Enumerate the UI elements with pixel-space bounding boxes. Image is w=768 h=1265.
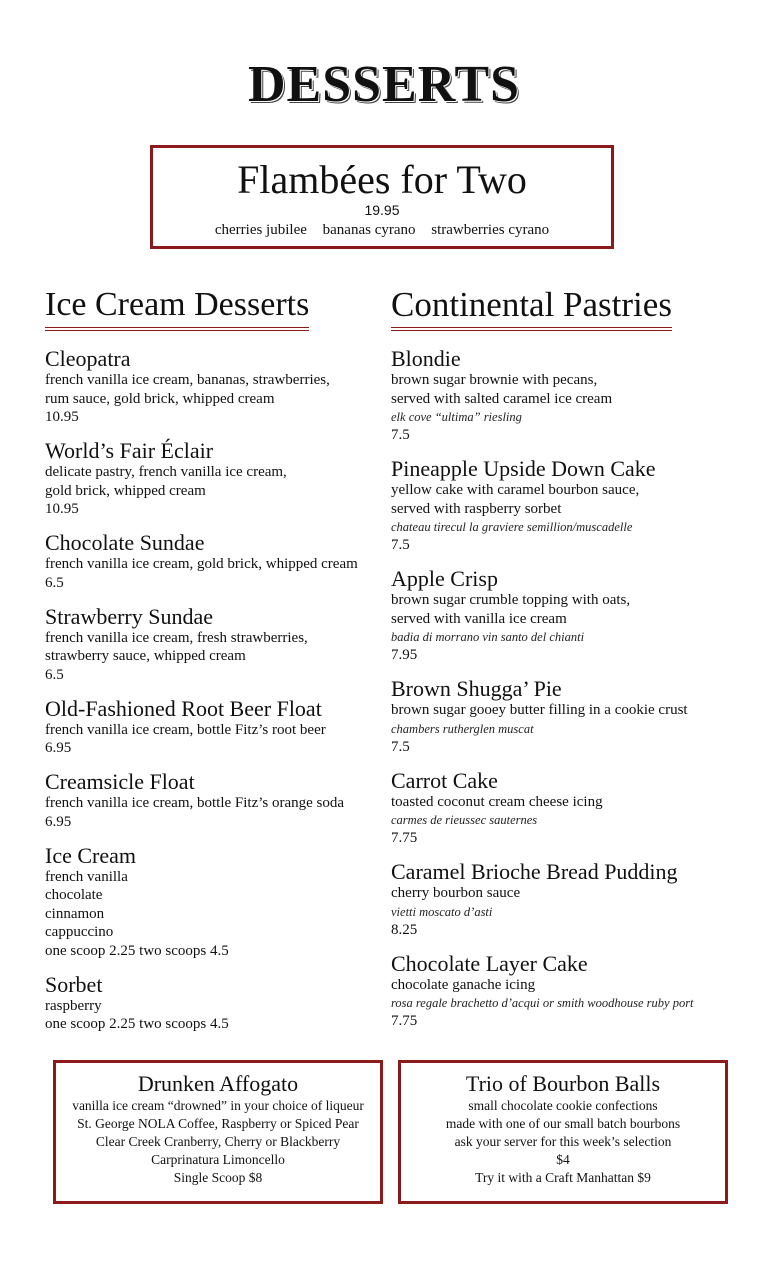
item-price: one scoop 2.25 two scoops 4.5 [45, 942, 229, 959]
item-price: one scoop 2.25 two scoops 4.5 [45, 1016, 229, 1032]
affogato-lines [56, 1097, 380, 1187]
box-line: Try it with a Craft Manhattan $9 [475, 1170, 651, 1185]
item-description: gold brick, whipped cream [45, 482, 206, 499]
box-line: made with one of our small batch bourbons [445, 1116, 681, 1131]
item-name: Blondie [391, 346, 461, 371]
item-description: cinnamon [45, 905, 105, 922]
item-name: Creamsicle Float [45, 769, 195, 794]
pastries-list [391, 347, 731, 1031]
item-price: 7.75 [391, 830, 418, 846]
menu-item [391, 952, 731, 1032]
box-line: Single Scoop $8 [173, 1170, 263, 1185]
item-description: french vanilla ice cream, fresh strawberries, [45, 629, 308, 646]
menu-item [45, 531, 375, 593]
item-description: served with raspberry sorbet [391, 500, 562, 517]
item-description: toasted coconut cream cheese icing [391, 793, 603, 810]
flambees-box [150, 145, 614, 249]
ice-cream-heading: Ice Cream Desserts [45, 285, 309, 331]
box-line: $4 [556, 1152, 570, 1167]
item-description: french vanilla [45, 868, 128, 885]
menu-item [45, 605, 375, 685]
pastries-heading: Continental Pastries [391, 285, 672, 331]
box-line: Clear Creek Cranberry, Cherry or Blackberry [95, 1134, 341, 1149]
bourbon-balls-box [398, 1060, 728, 1204]
item-price: 8.25 [391, 921, 418, 938]
item-description: chocolate ganache icing [391, 976, 536, 993]
bourbon-balls-title: Trio of Bourbon Balls [465, 1071, 661, 1096]
box-line: small chocolate cookie confections [468, 1098, 658, 1113]
item-description: french vanilla ice cream, bottle Fitz’s root beer [45, 721, 326, 738]
item-name: Chocolate Sundae [45, 530, 205, 555]
item-name: Ice Cream [45, 842, 136, 868]
affogato-box [53, 1060, 383, 1204]
item-description: rum sauce, gold brick, whipped cream [45, 390, 275, 407]
ice-cream-list [45, 347, 375, 1034]
bourbon-balls-lines [401, 1097, 725, 1187]
wine-pairing: rosa regale brachetto d’acqui or smith woodhouse ruby port [391, 996, 694, 1010]
menu-item [45, 347, 375, 427]
menu-item [45, 439, 375, 519]
item-name: Cleopatra [45, 346, 131, 371]
item-price: 10.95 [45, 501, 79, 517]
item-name: Pineapple Upside Down Cake [391, 456, 656, 481]
item-description: served with salted caramel ice cream [391, 390, 613, 407]
menu-item [391, 567, 731, 665]
item-description: french vanilla ice cream, bottle Fitz’s orange soda [45, 795, 345, 811]
item-name: Sorbet [45, 971, 103, 997]
item-name: Old-Fashioned Root Beer Float [45, 695, 322, 721]
page-title: DESSERTS [247, 56, 521, 113]
menu-item [391, 457, 731, 555]
item-name: World’s Fair Éclair [45, 438, 214, 463]
box-line: St. George NOLA Coffee, Raspberry or Spiced Pear [77, 1116, 359, 1131]
item-price: 7.5 [391, 427, 410, 443]
item-description: delicate pastry, french vanilla ice cream, [45, 464, 287, 480]
item-description: brown sugar brownie with pecans, [391, 372, 598, 388]
menu-item [391, 677, 731, 757]
item-description: brown sugar crumble topping with oats, [391, 592, 631, 608]
box-line: Carprinatura Limoncello [151, 1152, 285, 1167]
flambees-items [153, 220, 611, 240]
item-description: yellow cake with caramel bourbon sauce, [391, 482, 640, 498]
item-name: Strawberry Sundae [45, 603, 214, 629]
menu-item [391, 769, 731, 849]
flambee-item: bananas cyrano [322, 222, 416, 238]
item-name: Apple Crisp [391, 566, 498, 591]
item-description: raspberry [45, 997, 102, 1014]
item-price: 6.5 [45, 666, 64, 683]
item-description: cappuccino [45, 924, 114, 940]
item-description: french vanilla ice cream, bananas, strawberries, [45, 372, 330, 388]
item-description: french vanilla ice cream, gold brick, whipped cream [45, 556, 358, 572]
menu-item [45, 770, 375, 832]
item-price: 10.95 [45, 409, 79, 425]
item-price: 7.5 [391, 738, 410, 755]
wine-pairing: vietti moscato d’asti [391, 904, 493, 919]
item-price: 6.95 [45, 813, 72, 830]
menu-item [45, 973, 375, 1035]
flambee-item: cherries jubilee [214, 222, 307, 238]
item-price: 7.5 [391, 537, 410, 553]
item-description: chocolate [45, 887, 103, 903]
item-name: Carrot Cake [391, 767, 498, 793]
affogato-title: Drunken Affogato [137, 1071, 299, 1096]
box-line: ask your server for this week’s selection [454, 1134, 672, 1149]
box-line: vanilla ice cream “drowned” in your choice of liqueur [72, 1098, 364, 1113]
item-price: 7.75 [391, 1013, 418, 1029]
wine-pairing: chambers rutherglen muscat [391, 721, 534, 736]
item-name: Caramel Brioche Bread Pudding [391, 859, 678, 884]
wine-pairing: elk cove “ultima” riesling [391, 410, 522, 424]
flambee-item: strawberries cyrano [431, 222, 550, 238]
wine-pairing: badia di morrano vin santo del chianti [391, 630, 585, 644]
menu-item [45, 697, 375, 759]
flambees-price: 19.95 [364, 202, 400, 218]
ice-cream-section [45, 285, 375, 1046]
item-description: brown sugar gooey butter filling in a cookie crust [391, 702, 688, 718]
item-name: Chocolate Layer Cake [391, 950, 588, 976]
item-description: cherry bourbon sauce [391, 885, 521, 901]
menu-item [391, 860, 731, 940]
item-price: 7.95 [391, 647, 418, 663]
item-price: 6.5 [45, 574, 64, 591]
item-price: 6.95 [45, 740, 72, 756]
wine-pairing: chateau tirecul la graviere semillion/muscadelle [391, 520, 633, 534]
item-description: strawberry sauce, whipped cream [45, 648, 246, 664]
item-name: Brown Shugga’ Pie [391, 676, 562, 701]
menu-item [45, 844, 375, 961]
item-description: served with vanilla ice cream [391, 610, 567, 627]
flambees-title: Flambées for Two [237, 157, 527, 202]
menu-item [391, 347, 731, 445]
wine-pairing: carmes de rieussec sauternes [391, 813, 538, 827]
pastries-section [391, 285, 731, 1043]
